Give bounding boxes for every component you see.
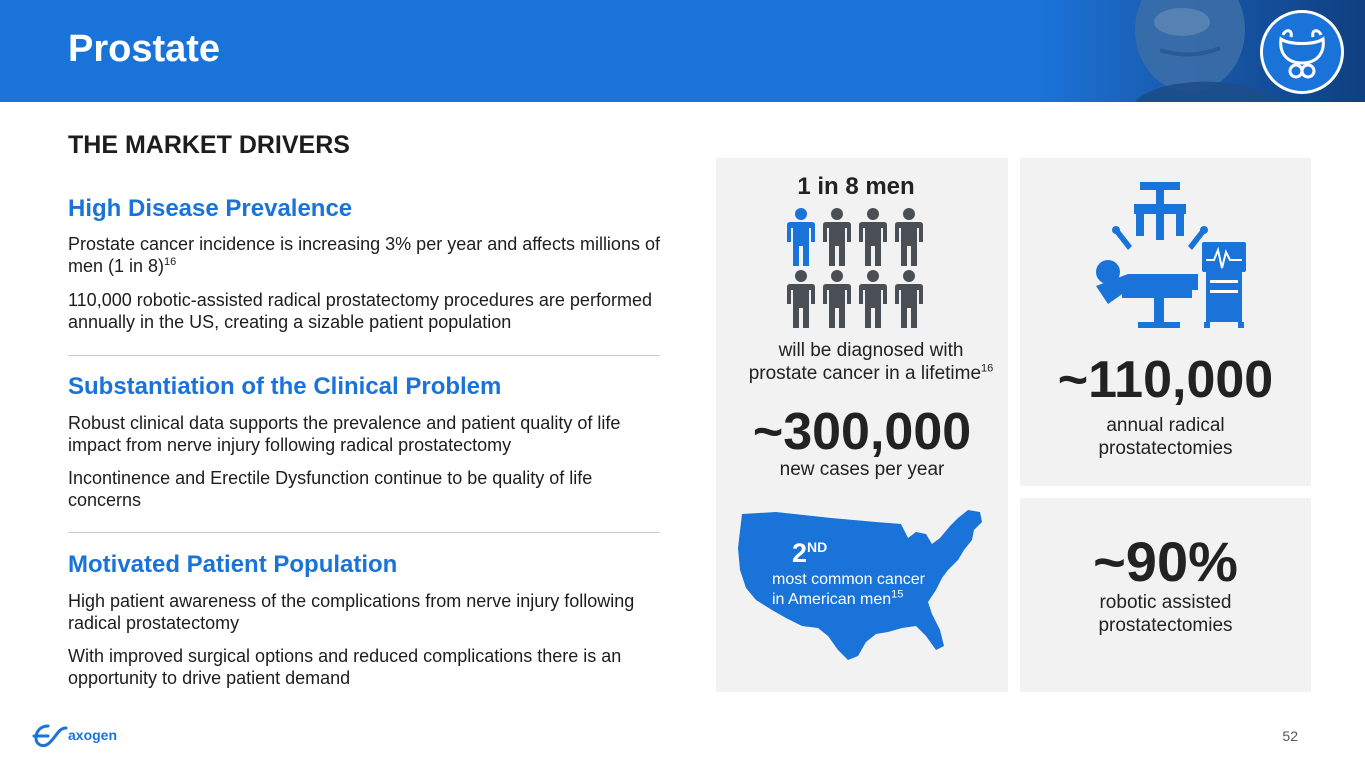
person-icon	[785, 270, 817, 328]
header-banner	[0, 0, 1365, 102]
person-icon-highlighted	[785, 208, 817, 266]
robotic-label-line2: prostatectomies	[1098, 615, 1233, 636]
prevalence-label	[726, 339, 1016, 385]
person-icon	[821, 208, 853, 266]
axogen-logo-mark	[30, 718, 70, 752]
rank-label-line2: in American men$^{15}$	[772, 588, 904, 608]
driver-text-prevalence-2: 110,000 robotic-assisted radical prostatectomy procedures are performed annually in the US, creating a sizable patient population	[68, 290, 652, 332]
driver-text-clinical-1: Robust clinical data supports the prevalence and patient quality of life impact from nerve injury following radical prostatectomy	[68, 413, 621, 455]
robotic-label	[1020, 591, 1311, 637]
person-icon	[857, 208, 889, 266]
procedures-label-line2: prostatectomies	[1098, 438, 1233, 459]
driver-text-motivated-1: High patient awareness of the complications from nerve injury following radical prostatectomy	[68, 591, 635, 633]
driver-text-motivated-2: With improved surgical options and reduced complications there is an opportunity to drive patient demand	[68, 646, 622, 688]
rank-suffix: ND	[807, 539, 828, 555]
driver-title-clinical-problem: Substantiation of the Clinical Problem	[68, 373, 502, 400]
rank-label	[772, 570, 925, 610]
prostate-organ-icon	[1260, 10, 1344, 94]
divider	[68, 532, 660, 533]
person-icon	[857, 270, 889, 328]
person-icon	[821, 270, 853, 328]
new-cases-number: ~300,000	[752, 403, 972, 461]
driver-title-motivated: Motivated Patient Population	[68, 551, 398, 578]
axogen-logo-text: axogen	[68, 727, 118, 743]
person-icon	[893, 208, 925, 266]
robotic-label-line1: robotic assisted	[1099, 592, 1232, 613]
procedures-label	[1020, 414, 1311, 460]
rank-number: 2ND	[792, 538, 828, 568]
section-heading: THE MARKET DRIVERS	[68, 131, 350, 159]
footnote-ref: 16	[981, 362, 994, 375]
robotic-percent: ~90%	[1093, 530, 1238, 593]
prevalence-label-line1: will be diagnosed with	[778, 340, 964, 361]
driver-text-prevalence-1: Prostate cancer incidence is increasing 3% per year and affects millions of men (1 in 8)$^{16}$	[68, 234, 660, 276]
prevalence-headline: 1 in 8 men	[797, 173, 915, 200]
procedures-number: ~110,000	[1057, 351, 1274, 409]
rank-label-line1: most common cancer	[772, 571, 925, 588]
prevalence-label-line2: prostate cancer in a lifetime$^{16}$	[748, 362, 994, 384]
page-number: 52	[1282, 728, 1298, 744]
robotic-surgery-icon	[1088, 180, 1248, 332]
procedures-label-line1: annual radical	[1106, 415, 1225, 436]
people-icon-grid	[785, 208, 925, 328]
footnote-ref: 15	[891, 588, 904, 601]
driver-text-clinical-2: Incontinence and Erectile Dysfunction continue to be quality of life concerns	[68, 468, 593, 510]
driver-title-prevalence: High Disease Prevalence	[68, 195, 353, 222]
page-title: Prostate	[68, 28, 221, 70]
new-cases-label: new cases per year	[779, 459, 945, 480]
person-icon	[893, 270, 925, 328]
footnote-ref: 16	[164, 256, 177, 268]
divider	[68, 355, 660, 356]
